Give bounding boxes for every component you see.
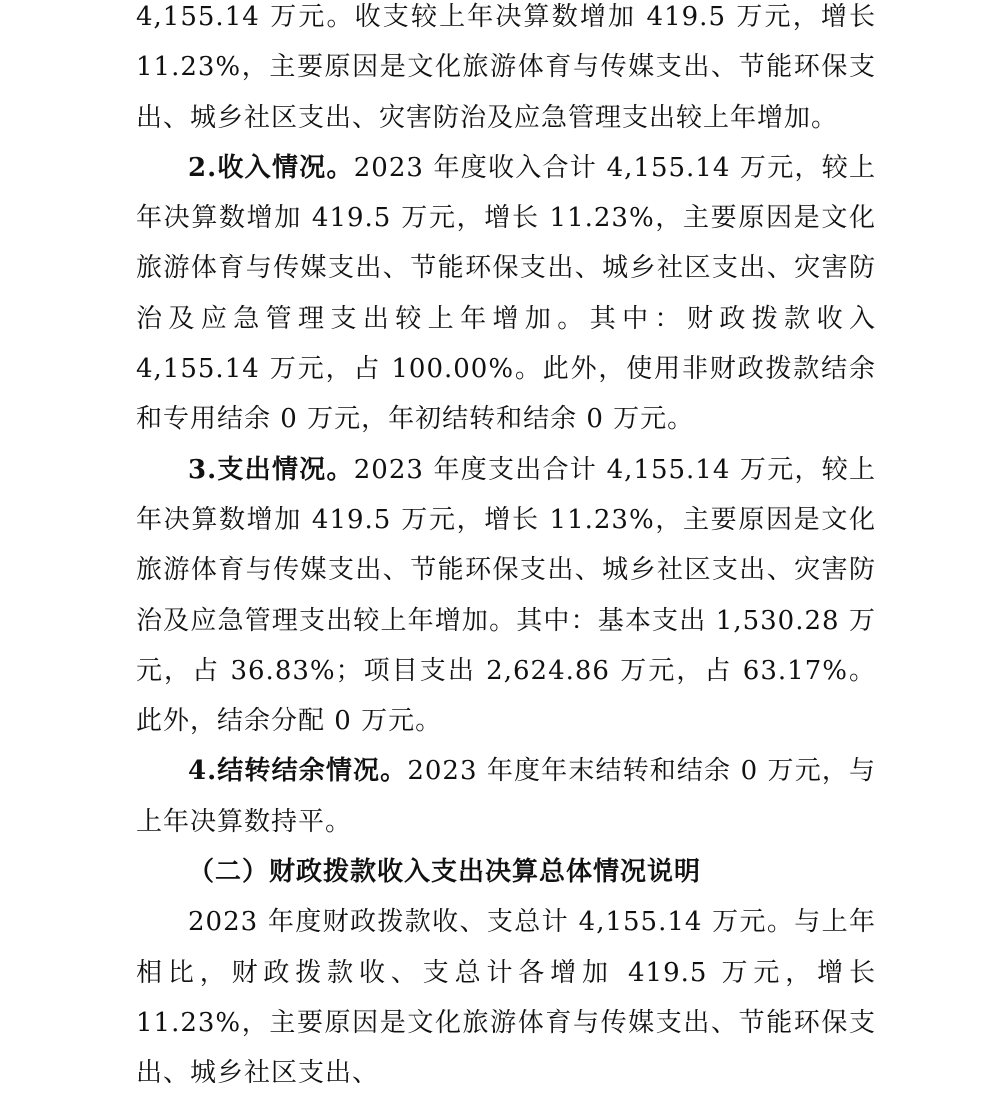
paragraph-income (136, 143, 876, 445)
paragraph-text: 4,155.14 万元。收支较上年决算数增加 419.5 万元，增长 11.23%，主要原因是文化旅游体育与传媒支出、节能环保支出、城乡社区支出、灾害防治及应急管理支出较上年增加。 (136, 2, 876, 133)
paragraph-lead: 3.支出情况。 (188, 454, 354, 485)
paragraph-fiscal-summary (136, 897, 876, 1098)
section-heading: （二）财政拨款收入支出决算总体情况说明 (188, 857, 702, 888)
paragraph-text: 2023 年度年末结转和结余 0 万元，与上年决算数持平。 (136, 756, 876, 837)
paragraph-text: 2023 年度收入合计 4,155.14 万元，较上年决算数增加 419.5 万元，增长 11.23%，主要原因是文化旅游体育与传媒支出、节能环保支出、城乡社区支出、灾害防治及应急管理支出较上年增加。其中：财政拨款收入 4,155.14 万元，占 100.00%。此外，使用非财政拨款结余和专用结余 0 万元，年初结转和结余 0 万元。 (136, 152, 876, 435)
paragraph-continuation (136, 0, 876, 143)
paragraph-expenditure (136, 445, 876, 747)
paragraph-text: 2023 年度支出合计 4,155.14 万元，较上年决算数增加 419.5 万元，增长 11.23%，主要原因是文化旅游体育与传媒支出、节能环保支出、城乡社区支出、灾害防治及应急管理支出较上年增加。其中：基本支出 1,530.28 万元，占 36.83%；项目支出 2,624.86 万元，占 63.17%。此外，结余分配 0 万元。 (136, 454, 876, 737)
paragraph-text: 2023 年度财政拨款收、支总计 4,155.14 万元。与上年相比，财政拨款收、支总计各增加 419.5 万元，增长 11.23%，主要原因是文化旅游体育与传媒支出、节能环保支出、城乡社区支出、 (136, 907, 876, 1089)
paragraph-carryover (136, 746, 876, 847)
paragraph-lead: 2.收入情况。 (188, 152, 354, 183)
document-body (136, 0, 876, 1099)
paragraph-lead: 4.结转结余情况。 (188, 756, 408, 787)
